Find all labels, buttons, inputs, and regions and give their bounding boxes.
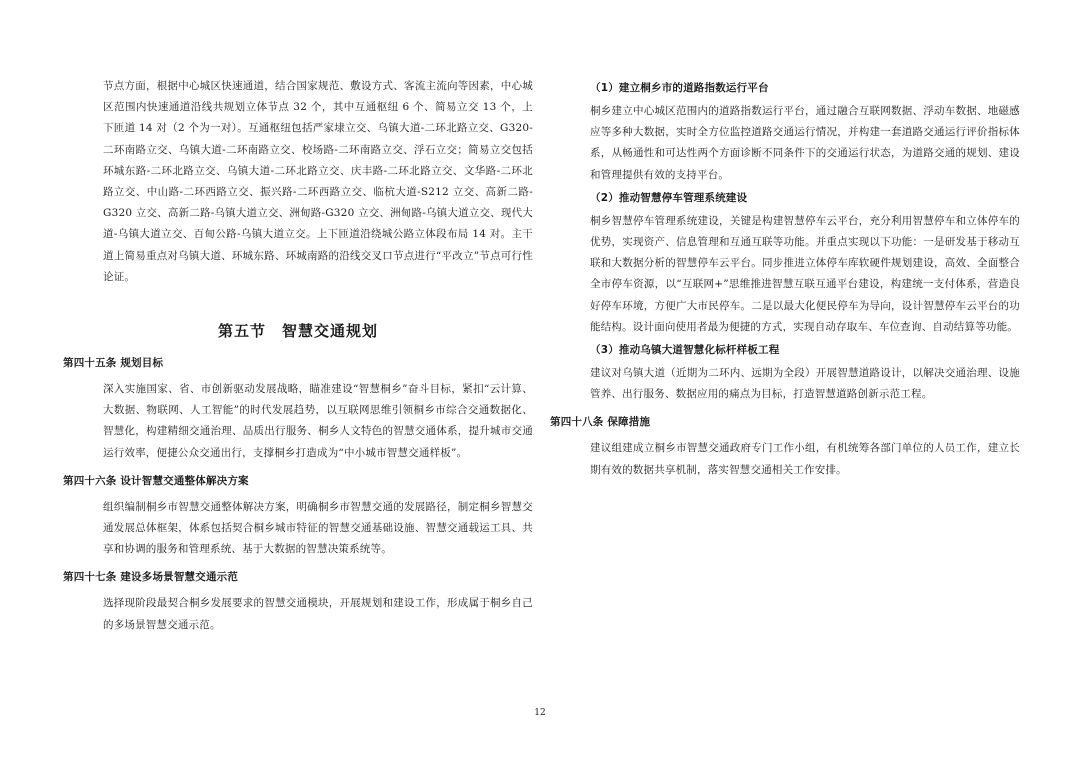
section-label: 第五节 bbox=[217, 322, 266, 341]
article-48-title: 第四十八条 保障措施 bbox=[550, 416, 651, 429]
article-48-body: 建议组建成立桐乡市智慧交通政府专门工作小组，有机统筹各部门单位的人员工作，建立长期有效的数据共享机制，落实智慧交通相关工作安排。 bbox=[590, 442, 1020, 476]
section-title bbox=[63, 320, 533, 341]
subsection-3-body: 建议对乌镇大道（近期为二环内、远期为全段）开展智慧道路设计，以解决交通治理、设施管养、出行服务、数据应用的痛点为目标，打造智慧道路创新示范工程。 bbox=[590, 367, 1020, 401]
left-column bbox=[63, 76, 533, 636]
subsection-2-body: 桐乡智慧停车管理系统建设，关键是构建智慧停车云平台，充分利用智慧停车和立体停车的优势，实现资产、信息管理和互通互联等功能。并重点实现以下功能：一是研发基于移动互联和大数据分析的智慧停车云平台。同步推进立体停车库软硬件规划建设，高效、全面整合全市停车资源，以“互联网+”思维推进智慧互联互通平台建设，构建统一支付体系，营造良好停车环境，方便广大市民停车。二是以最大化便民停车为导向，设计智慧停车云平台的功能结构。设计面向使用者最为便捷的方式，实现自动存取车、车位查询、自动结算等功能。 bbox=[590, 214, 1020, 333]
subsection-1-body: 桐乡建立中心城区范围内的道路指数运行平台，通过融合互联网数据、浮动车数据、地磁感应等多种大数据，实时全方位监控道路交通运行情况，并构建一套道路交通运行评价指标体系，从畅通性和可达性两个方面诊断不同条件下的交通运行状态，为道路交通的规划、建设和管理提供有效的支持平台。 bbox=[590, 105, 1020, 181]
subsection-2-title: （2）推动智慧停车管理系统建设 bbox=[590, 191, 748, 204]
article-46-title: 第四十六条 设计智慧交通整体解决方案 bbox=[63, 474, 249, 487]
subsection-3-title: （3）推动乌镇大道智慧化标杆样板工程 bbox=[590, 344, 780, 357]
article-45-body: 深入实施国家、省、市创新驱动发展战略，瞄准建设“智慧桐乡”奋斗目标，紧扣“云计算、大数据、物联网、人工智能”的时代发展趋势，以互联网思维引领桐乡市综合交通数据化、智慧化，构建精细交通治理、品质出行服务、桐乡人文特色的智慧交通体系，提升城市交通运行效率，便捷公众交通出行，支撑桐乡打造成为“中小城市智慧交通样板”。 bbox=[103, 383, 533, 459]
right-column bbox=[550, 76, 1020, 481]
page-number: 12 bbox=[534, 708, 546, 718]
article-47-body: 选择现阶段最契合桐乡发展要求的智慧交通模块，开展规划和建设工作，形成属于桐乡自己的多场景智慧交通示范。 bbox=[103, 597, 533, 631]
intro-paragraph: 节点方面，根据中心城区快速通道，结合国家规范、敷设方式、客流主流向等因素，中心城区范围内快速通道沿线共规划立体节点 32 个，其中互通枢纽 6 个、简易立交 13 个，上下匝道 14 对（2 个为一对）。互通枢纽包括严家埭立交、乌镇大道-二环北路立交、G320-二环南路立交、乌镇大道-二环南路立交、校场路-二环南路立交、浮石立交；简易立交包括环城东路-二环北路立交、乌镇大道-二环北路立交、庆丰路-二环北路立交、文华路-二环北路立交、中山路-二环西路立交、振兴路-二环西路立交、临杭大道-S212 立交、高新二路-G320 立交、高新二路-乌镇大道立交、洲甸路-G320 立交、洲甸路-乌镇大道立交、现代大道-乌镇大道立交、百甸公路-乌镇大道立交。上下匝道沿绕城公路立体段布局 14 对。主干道上简易重点对乌镇大道、环城东路、环城南路的沿线交叉口节点进行“平改立”节点可行性论证。 bbox=[103, 80, 533, 283]
article-46-body: 组织编制桐乡市智慧交通整体解决方案，明确桐乡市智慧交通的发展路径，制定桐乡智慧交通发展总体框架，体系包括契合桐乡城市特征的智慧交通基础设施、智慧交通载运工具、共享和协调的服务和管理系统、基于大数据的智慧决策系统等。 bbox=[103, 500, 533, 556]
subsection-1-title: （1）建立桐乡市的道路指数运行平台 bbox=[590, 82, 769, 94]
article-47-title: 第四十七条 建设多场景智慧交通示范 bbox=[63, 571, 239, 584]
section-name: 智慧交通规划 bbox=[282, 322, 379, 341]
article-45-title: 第四十五条 规划目标 bbox=[63, 357, 164, 370]
